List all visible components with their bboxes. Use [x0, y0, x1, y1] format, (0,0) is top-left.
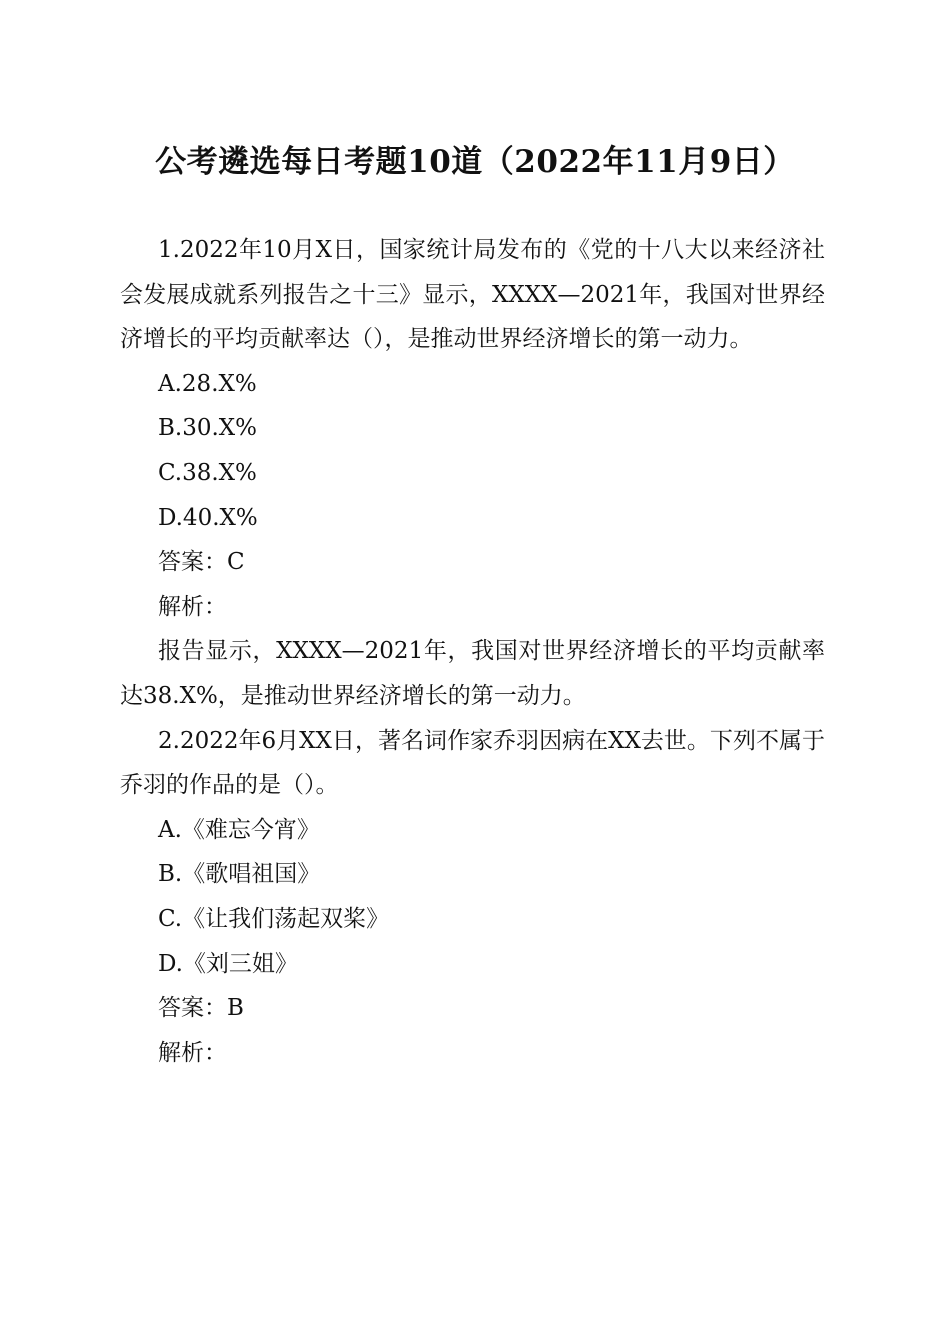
question-2-option-c: C.《让我们荡起双桨》: [158, 905, 390, 932]
question-1-answer: 答案：C: [158, 549, 245, 576]
question-2-stem: 2.2022年6月XX日，著名词作家乔羽因病在XX去世。下列不属于乔羽的作品的是（）。: [120, 727, 825, 799]
question-1-option-b: B.30.X%: [158, 415, 258, 442]
question-1-analysis-label: 解析：: [158, 593, 227, 620]
question-2-analysis-label: 解析：: [158, 1039, 227, 1066]
question-1-option-c: C.38.X%: [158, 459, 257, 486]
question-2-option-b: B.《歌唱祖国》: [158, 861, 321, 888]
question-1-stem: 1.2022年10月X日，国家统计局发布的《党的十八大以来经济社会发展成就系列报告之十三》显示，XXXX—2021年，我国对世界经济增长的平均贡献率达（），是推动世界经济增长的第一动力。: [120, 237, 825, 353]
question-2-answer: 答案：B: [158, 995, 244, 1022]
page-title: 公考遴选每日考题10道（2022年11月9日）: [155, 144, 795, 180]
question-1-analysis: 报告显示，XXXX—2021年，我国对世界经济增长的平均贡献率达38.X%，是推动世界经济增长的第一动力。: [120, 638, 825, 709]
question-2-option-d: D.《刘三姐》: [158, 950, 298, 977]
question-1-option-d: D.40.X%: [158, 504, 258, 531]
question-2-option-a: A.《难忘今宵》: [158, 816, 320, 843]
document-body: [120, 228, 825, 1075]
question-1-option-a: A.28.X%: [158, 370, 257, 397]
